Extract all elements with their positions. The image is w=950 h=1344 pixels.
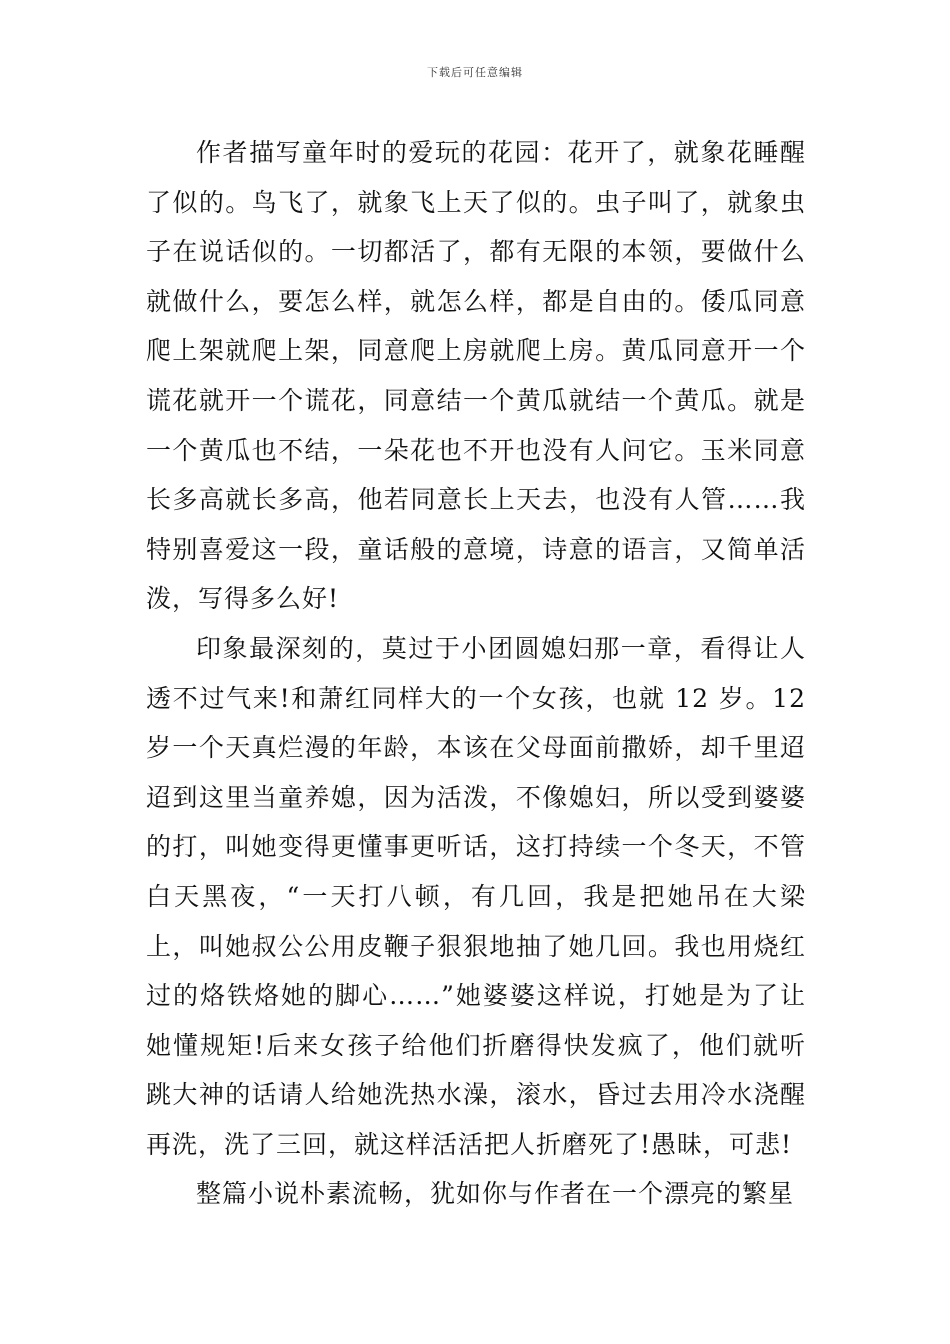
document-body: [146, 128, 806, 1219]
paragraph-conclusion: 整篇小说朴素流畅，犹如你与作者在一个漂亮的繁星: [196, 1179, 795, 1209]
paragraph-child-bride: 印象最深刻的，莫过于小团圆媳妇那一章，看得让人透不过气来!和萧红同样大的一个女孩，也就 12 岁。12 岁一个天真烂漫的年龄，本该在父母面前撒娇，却千里迢迢到这里当童养媳，因为活泼，不像媳妇，所以受到婆婆的打，叫她变得更懂事更听话，这打持续一个冬天，不管白天黑夜，“一天打八顿，有几回，我是把她吊在大梁上，叫她叔公公用皮鞭子狠狠地抽了她几回。我也用烧红过的烙铁烙她的脚心……”她婆婆这样说，打她是为了让她懂规矩!后来女孩子给他们折磨得快发疯了，他们就听跳大神的话请人给她洗热水澡，滚水，昏过去用冷水浇醒再洗，洗了三回，就这样活活把人折磨死了!愚昧，可悲!: [146, 633, 806, 1159]
paragraph-garden: 作者描写童年时的爱玩的花园：花开了，就象花睡醒了似的。鸟飞了，就象飞上天了似的。虫子叫了，就象虫子在说话似的。一切都活了，都有无限的本领，要做什么就做什么，要怎么样，就怎么样，都是自由的。倭瓜同意爬上架就爬上架，同意爬上房就爬上房。黄瓜同意开一个谎花就开一个谎花，同意结一个黄瓜就结一个黄瓜。就是一个黄瓜也不结，一朵花也不开也没有人问它。玉米同意长多高就长多高，他若同意长上天去，也没有人管……我特别喜爱这一段，童话般的意境，诗意的语言，又简单活泼，写得多么好!: [146, 138, 806, 614]
page-header-note: 下载后可任意编辑: [427, 66, 523, 79]
